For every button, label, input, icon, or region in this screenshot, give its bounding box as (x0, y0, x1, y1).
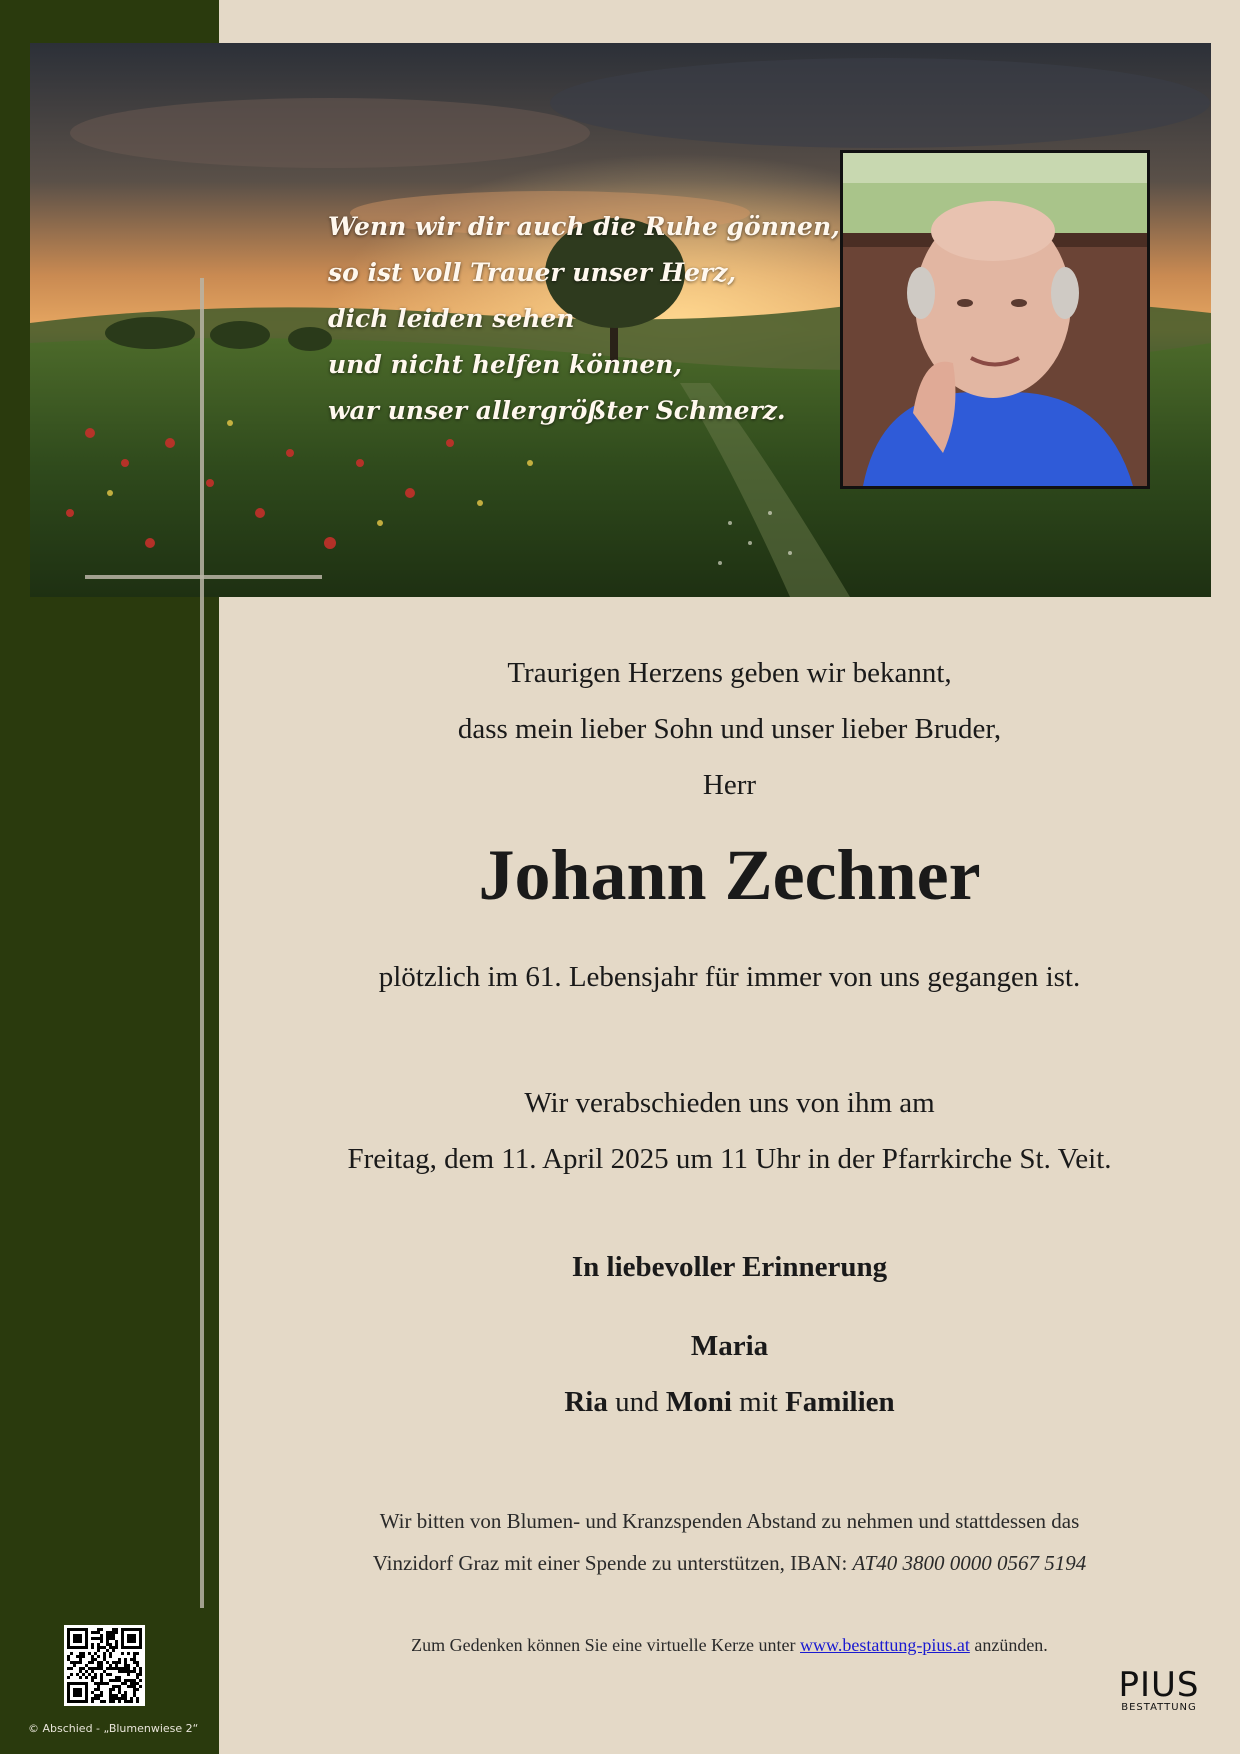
virtual-candle-note: Zum Gedenken können Sie eine virtuelle Kerze unter www.bestattung-pius.at anzünden. (411, 1635, 1048, 1655)
quote-line: und nicht helfen können, (328, 350, 683, 379)
deceased-name: Johann Zechner (478, 835, 981, 915)
quote-line: dich leiden sehen (328, 304, 575, 333)
intro-line: Herr (702, 769, 757, 801)
donation-line: Vinzidorf Graz mit einer Spende zu unterstützen, IBAN: AT40 3800 0000 0567 5194 (372, 1551, 1087, 1575)
logo-subtitle: BESTATTUNG (1121, 1702, 1197, 1713)
farewell-date-place: Freitag, dem 11. April 2025 um 11 Uhr in der Pfarrkirche St. Veit. (347, 1143, 1112, 1175)
donation-line: Wir bitten von Blumen- und Kranzspenden Abstand zu nehmen und stattdessen das (379, 1509, 1080, 1533)
mourner-line: Ria und Moni mit Familien (564, 1386, 895, 1418)
passing-notice: plötzlich im 61. Lebensjahr für immer von uns gegangen ist. (378, 961, 1081, 993)
iban: AT40 3800 0000 0567 5194 (852, 1551, 1087, 1575)
mourners-list (219, 1318, 1240, 1430)
donation-request (219, 1500, 1240, 1584)
mourner-name: Maria (690, 1330, 769, 1362)
cross-vertical-bar (200, 278, 204, 1608)
intro-line: Traurigen Herzens geben wir bekannt, (507, 657, 952, 689)
pius-logo (1118, 1665, 1200, 1714)
logo-wordmark: PIUS (1118, 1665, 1200, 1705)
announcement-intro (219, 645, 1240, 813)
intro-line: dass mein lieber Sohn und unser lieber Bruder, (457, 713, 1002, 745)
website-link[interactable]: www.bestattung-pius.at (800, 1635, 970, 1655)
quote-line: so ist voll Trauer unser Herz, (328, 258, 737, 287)
design-credit: © Abschied - „Blumenwiese 2“ (28, 1722, 199, 1735)
farewell-details (219, 1075, 1240, 1187)
qr-code-icon (64, 1625, 145, 1706)
quote-line: Wenn wir dir auch die Ruhe gönnen, (328, 212, 840, 241)
memory-heading: In liebevoller Erinnerung (571, 1251, 888, 1283)
memorial-quote (328, 204, 840, 434)
farewell-line: Wir verabschieden uns von ihm am (524, 1087, 935, 1119)
cross-horizontal-bar (85, 575, 322, 579)
quote-line: war unser allergrößter Schmerz. (328, 396, 786, 425)
portrait-photo (840, 150, 1150, 489)
